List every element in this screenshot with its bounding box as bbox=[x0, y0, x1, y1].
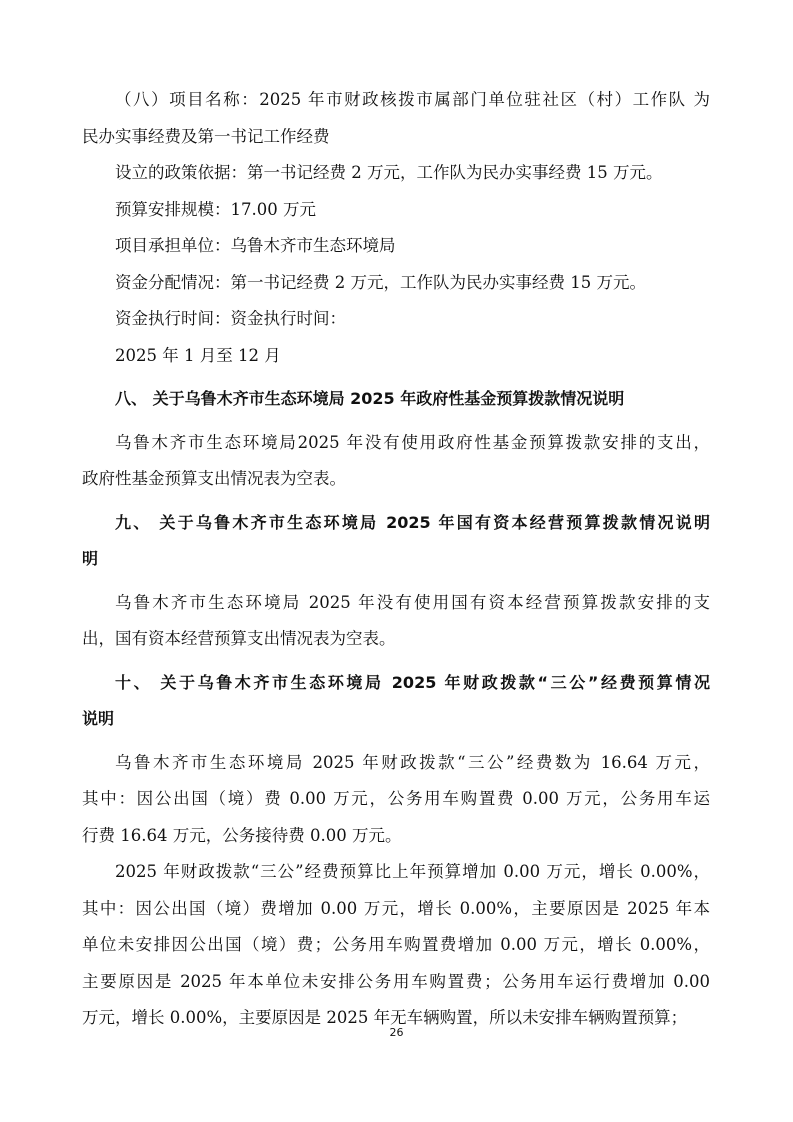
text-line: 其中：因公出国（境）费 0.00 万元，公务用车购置费 0.00 万元，公务用车运 bbox=[82, 789, 710, 808]
text-line: 预算安排规模：17.00 万元 bbox=[115, 199, 316, 219]
paragraph bbox=[82, 745, 710, 855]
spacer bbox=[82, 738, 710, 745]
paragraph bbox=[82, 192, 710, 229]
text-line: 资金执行时间：资金执行时间： bbox=[115, 309, 346, 328]
text-line: 主要原因是 2025 年本单位未安排公务用车购置费；公务用车运行费增加 0.00 bbox=[82, 971, 710, 991]
text-line: 单位未安排因公出国（境）费；公务用车购置费增加 0.00 万元，增长 0.00%， bbox=[82, 935, 710, 954]
spacer bbox=[82, 418, 710, 425]
text-line: 政府性基金预算支出情况表为空表。 bbox=[82, 469, 346, 488]
paragraph bbox=[82, 585, 710, 658]
text-line: 明 bbox=[82, 549, 99, 568]
paragraph bbox=[82, 265, 710, 302]
text-line: 设立的政策依据：第一书记经费 2 万元，工作队为民办实事经费 15 万元。 bbox=[115, 163, 663, 182]
text-line: 八、 关于乌鲁木齐市生态环境局 2025 年政府性基金预算拨款情况说明 bbox=[115, 389, 625, 408]
text-line: 乌鲁木齐市生态环境局2025 年没有使用政府性基金预算拨款安排的支出， bbox=[115, 432, 710, 452]
text-line: 民办实事经费及第一书记工作经费 bbox=[82, 126, 330, 146]
text-line: 万元，增长 0.00%，主要原因是 2025 年无车辆购置，所以未安排车辆购置预算； bbox=[82, 1008, 688, 1027]
spacer bbox=[82, 498, 710, 505]
text-line: 说明 bbox=[82, 709, 115, 728]
text-line: 2025 年 1 月至 12 月 bbox=[115, 345, 281, 365]
text-line: 九、 关于乌鲁木齐市生态环境局 2025 年国有资本经营预算拨款情况说明 bbox=[115, 512, 710, 532]
paragraph bbox=[82, 155, 710, 192]
text-line: （八）项目名称：2025 年市财政核拨市属部门单位驻社区（村）工作队 为 bbox=[115, 90, 710, 109]
text-line: 乌鲁木齐市生态环境局 2025 年财政拨款“三公”经费数为 16.64 万元， bbox=[115, 752, 710, 772]
page-number: 26 bbox=[389, 1026, 404, 1039]
text-line: 出，国有资本经营预算支出情况表为空表。 bbox=[82, 629, 396, 648]
document-page bbox=[82, 82, 710, 1037]
paragraph bbox=[82, 301, 710, 338]
text-line: 2025 年财政拨款“三公”经费预算比上年预算增加 0.00 万元，增长 0.00%， bbox=[115, 862, 710, 881]
text-line: 项目承担单位：乌鲁木齐市生态环境局 bbox=[115, 236, 396, 255]
spacer bbox=[82, 578, 710, 585]
paragraph bbox=[82, 228, 710, 265]
paragraph bbox=[82, 82, 710, 155]
text-line: 十、 关于乌鲁木齐市生态环境局 2025 年财政拨款“三公”经费预算情况 bbox=[115, 672, 710, 692]
spacer bbox=[82, 374, 710, 381]
text-line: 行费 16.64 万元，公务接待费 0.00 万元。 bbox=[82, 825, 402, 845]
section-heading bbox=[82, 381, 710, 418]
paragraph bbox=[82, 338, 710, 375]
paragraph bbox=[82, 425, 710, 498]
text-line: 乌鲁木齐市生态环境局 2025 年没有使用国有资本经营预算拨款安排的支 bbox=[115, 592, 710, 612]
section-heading bbox=[82, 505, 710, 578]
section-heading bbox=[82, 665, 710, 738]
spacer bbox=[82, 658, 710, 665]
text-line: 资金分配情况：第一书记经费 2 万元，工作队为民办实事经费 15 万元。 bbox=[115, 272, 646, 292]
text-line: 其中：因公出国（境）费增加 0.00 万元，增长 0.00%，主要原因是 2025 年本 bbox=[82, 898, 710, 918]
paragraph bbox=[82, 854, 710, 1037]
